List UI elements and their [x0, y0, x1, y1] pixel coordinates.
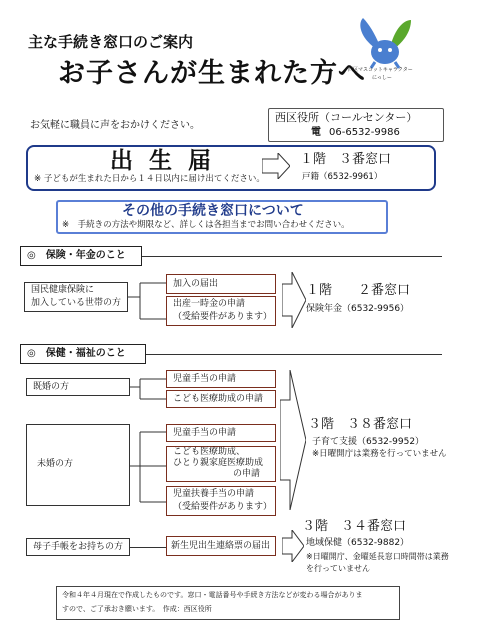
welfare-married-label: 既婚の方	[33, 382, 70, 392]
handbook-dept: 地域保健（6532-9882）	[306, 538, 410, 548]
welfare-unmarried	[26, 424, 130, 506]
handbook-item-label: 新生児出生連絡票の届出	[171, 541, 271, 551]
unmarried-item-child-allowance	[166, 424, 276, 442]
unmarried-item-support-allowance	[166, 486, 276, 516]
insurance-item-lumpsum	[166, 296, 276, 326]
welfare-arrow	[280, 370, 306, 510]
handbook-dept-note-2: を行っていません	[306, 564, 370, 573]
intro-text: お気軽に職員に声をおかけください。	[30, 120, 200, 131]
unmarried-connector	[130, 424, 166, 514]
footer-box	[56, 586, 400, 620]
married-connector	[130, 372, 166, 406]
welfare-divider	[146, 354, 442, 355]
welfare-unmarried-label: 未婚の方	[37, 459, 74, 469]
handbook-window: ３階 ３４番窓口	[302, 519, 407, 534]
insurance-heading-label: ◎ 保険・年金のこと	[27, 250, 126, 261]
welfare-handbook-label: 母子手帳をお持ちの方	[33, 542, 124, 552]
contact-box	[268, 108, 444, 142]
insurance-target-line1: 国民健康保険に	[31, 285, 95, 295]
welfare-handbook	[26, 538, 130, 556]
insurance-dept: 保険年金（6532-9956）	[306, 304, 410, 314]
handbook-item	[166, 536, 276, 556]
welfare-married	[26, 378, 130, 396]
insurance-item-enroll-label: 加入の届出	[173, 279, 219, 289]
birth-note: ※ 子どもが生まれた日から１４日以内に届け出てください。	[34, 174, 265, 184]
insurance-divider	[142, 256, 442, 257]
page-title: お子さんが生まれた方へ	[58, 58, 366, 89]
insurance-item-lumpsum-label: 出産一時金の申請	[173, 299, 246, 309]
insurance-target-line2: 加入している世帯の方	[31, 298, 122, 308]
welfare-heading-label: ◎ 保健・福祉のこと	[27, 348, 126, 359]
unmarried-item-medical-line2: ひとり親家庭医療助成	[173, 458, 264, 468]
handbook-dept-note-1: ※日曜開庁、金曜延長窓口時間帯は業務	[306, 552, 449, 561]
unmarried-item-child-allowance-label: 児童手当の申請	[173, 428, 237, 438]
footer-line-1: 令和４年４月現在で作成したものです。窓口・電話番号や手続き方法などが変わる場合がありま	[62, 591, 363, 599]
handbook-arrow	[282, 530, 304, 562]
insurance-item-enroll	[166, 274, 276, 294]
office-name: 西区役所（コールセンター）	[275, 111, 418, 124]
phone-label: 電	[311, 127, 321, 138]
handbook-connector	[130, 547, 166, 548]
birth-dept: 戸籍（6532-9961）	[302, 172, 383, 182]
mascot-name: にっしー	[372, 75, 392, 81]
birth-window: １階 ３番窓口	[300, 152, 392, 167]
insurance-window: １階 ２番窓口	[306, 283, 411, 298]
other-box	[56, 200, 388, 234]
welfare-window: ３階 ３８番窓口	[308, 417, 413, 432]
unmarried-item-support-note: （受給要件があります）	[173, 502, 273, 512]
welfare-dept-note: ※日曜開庁は業務を行っていません	[312, 449, 447, 459]
insurance-target	[24, 282, 128, 312]
married-item-medical	[166, 390, 276, 408]
birth-arrow	[262, 153, 290, 179]
married-item-medical-label: こども医療助成の申請	[173, 394, 264, 404]
unmarried-item-medical	[166, 446, 276, 482]
welfare-heading	[20, 344, 146, 364]
insurance-heading	[20, 246, 142, 266]
other-title: その他の手続き窓口について	[122, 203, 304, 219]
subtitle: 主な手続き窓口のご案内	[28, 33, 194, 51]
unmarried-item-medical-line1: こども医療助成、	[173, 447, 246, 457]
married-item-child-allowance	[166, 370, 276, 388]
unmarried-item-medical-line3: の申請	[233, 469, 261, 479]
other-note: ※ 手続きの方法や期限など、詳しくは各担当までお問い合わせください。	[62, 220, 350, 230]
mascot-caption: 西区マスコットキャラクター	[348, 67, 413, 73]
unmarried-item-support-label: 児童扶養手当の申請	[173, 489, 255, 499]
birth-title: 出生届	[110, 148, 227, 174]
mascot-image	[355, 14, 415, 70]
married-item-child-allowance-label: 児童手当の申請	[173, 374, 237, 384]
insurance-arrow	[282, 272, 306, 328]
insurance-item-lumpsum-note: （受給要件があります）	[173, 312, 273, 322]
welfare-dept: 子育て支援（6532-9952）	[312, 437, 425, 447]
footer-line-2: すので、ご了承おき願います。 作成：西区役所	[62, 605, 212, 613]
birth-box	[26, 145, 436, 191]
phone-number: 06-6532-9986	[329, 127, 400, 138]
insurance-connector	[128, 278, 168, 338]
